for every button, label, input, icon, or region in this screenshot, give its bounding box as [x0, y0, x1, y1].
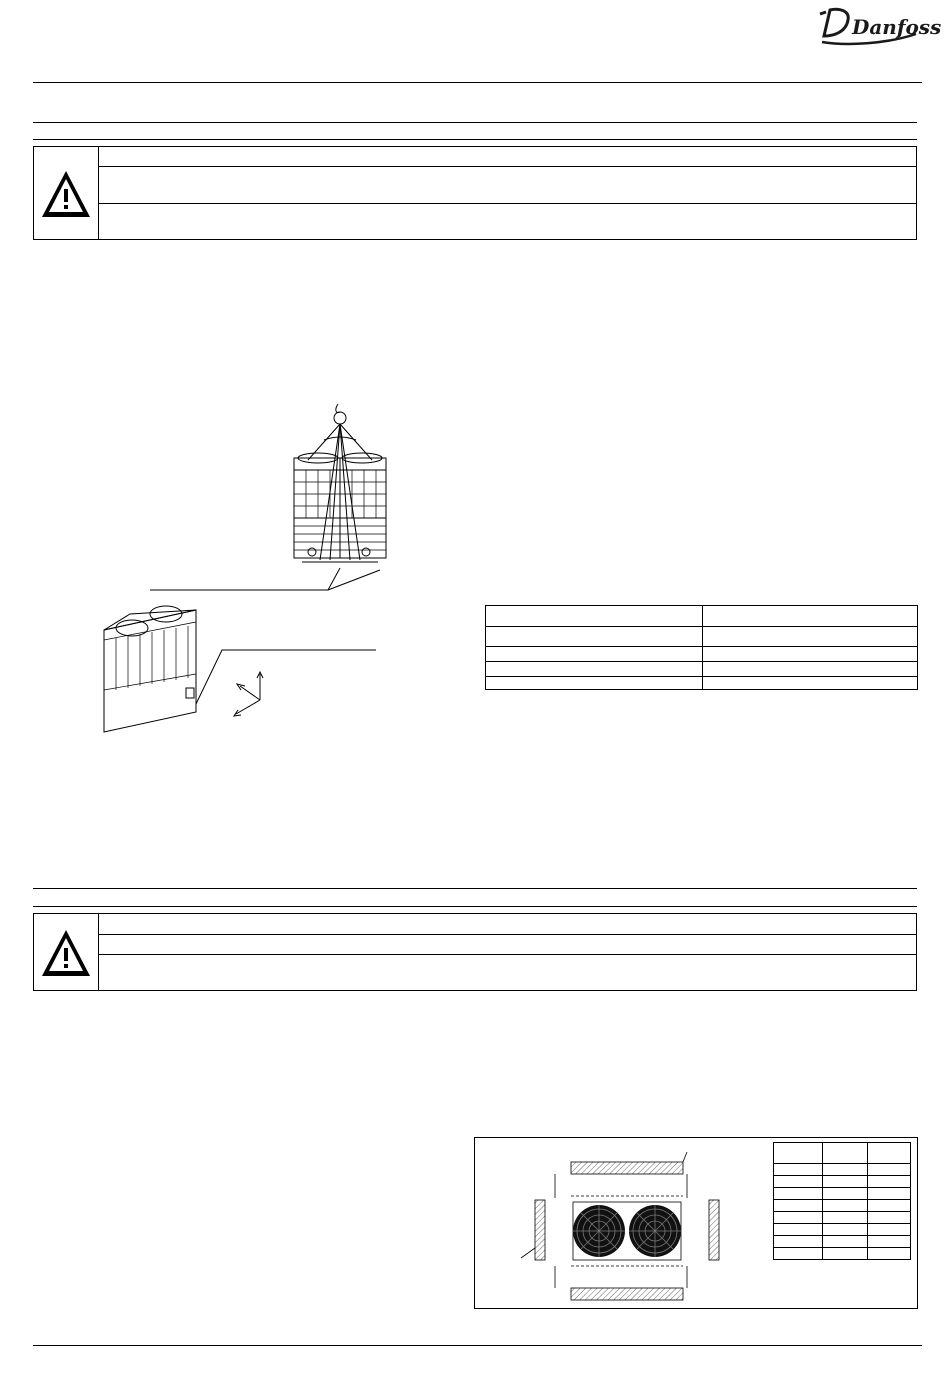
table-cell — [774, 1200, 823, 1212]
table-cell — [823, 1176, 868, 1188]
brand-wordmark: Danfoss — [852, 15, 942, 39]
table-cell — [703, 627, 918, 647]
table-cell — [703, 647, 918, 662]
table-cell — [703, 606, 918, 627]
section-rule-2 — [33, 906, 917, 907]
table-row — [486, 627, 918, 647]
danfoss-logo-icon — [816, 4, 942, 50]
warning-box-lifting — [33, 146, 917, 240]
table-row — [774, 1224, 911, 1236]
table-row — [486, 662, 918, 677]
clearance-table — [773, 1142, 911, 1260]
warning-triangle-icon — [34, 914, 98, 990]
table-cell — [774, 1236, 823, 1248]
table-cell — [868, 1188, 911, 1200]
warning-row — [99, 955, 916, 990]
table-cell — [823, 1224, 868, 1236]
table-cell — [486, 647, 703, 662]
section-rule-top-2 — [33, 139, 917, 140]
table-row — [774, 1248, 911, 1260]
table-row — [774, 1176, 911, 1188]
warning-row — [99, 147, 916, 167]
table-cell — [868, 1200, 911, 1212]
weight-table — [485, 605, 918, 690]
table-row — [486, 677, 918, 690]
footer-rule — [33, 1345, 922, 1346]
table-cell — [774, 1164, 823, 1176]
table-cell — [774, 1224, 823, 1236]
table-cell — [774, 1143, 823, 1164]
table-cell — [486, 606, 703, 627]
table-cell — [823, 1236, 868, 1248]
section-rule — [33, 888, 917, 889]
table-cell — [823, 1143, 868, 1164]
table-cell — [774, 1248, 823, 1260]
fan-left-icon — [573, 1205, 625, 1257]
table-cell — [823, 1212, 868, 1224]
table-row — [486, 606, 918, 627]
table-cell — [486, 677, 703, 690]
clearance-drawing — [515, 1138, 815, 1308]
table-cell — [823, 1248, 868, 1260]
table-cell — [868, 1236, 911, 1248]
table-cell — [486, 662, 703, 677]
warning-row — [99, 167, 916, 204]
table-row — [774, 1200, 911, 1212]
warning-triangle-icon — [34, 147, 98, 239]
brand-logo — [816, 4, 942, 50]
table-row — [774, 1236, 911, 1248]
warning-row — [99, 935, 916, 955]
table-cell — [774, 1212, 823, 1224]
header-rule — [33, 82, 922, 83]
table-cell — [703, 662, 918, 677]
table-cell — [868, 1164, 911, 1176]
table-cell — [774, 1176, 823, 1188]
table-row — [774, 1212, 911, 1224]
table-cell — [868, 1176, 911, 1188]
lifting-leader — [150, 560, 390, 600]
table-row — [774, 1164, 911, 1176]
section-rule-top — [33, 122, 917, 123]
table-row — [486, 647, 918, 662]
table-cell — [774, 1188, 823, 1200]
table-cell — [868, 1248, 911, 1260]
table-cell — [868, 1224, 911, 1236]
warning-box-installation — [33, 913, 917, 991]
table-cell — [868, 1212, 911, 1224]
clearance-figure-frame — [474, 1137, 918, 1309]
unit-axes-figure — [100, 600, 380, 740]
table-cell — [823, 1188, 868, 1200]
table-cell — [868, 1143, 911, 1164]
table-row — [774, 1188, 911, 1200]
table-cell — [703, 677, 918, 690]
warning-icon-cell — [34, 147, 99, 239]
fan-right-icon — [629, 1205, 681, 1257]
table-cell — [486, 627, 703, 647]
warning-row — [99, 204, 916, 240]
table-cell — [823, 1200, 868, 1212]
table-cell — [823, 1164, 868, 1176]
lifting-figure — [280, 400, 400, 580]
warning-icon-cell — [34, 914, 99, 990]
table-row — [774, 1143, 911, 1164]
warning-row — [99, 914, 916, 935]
